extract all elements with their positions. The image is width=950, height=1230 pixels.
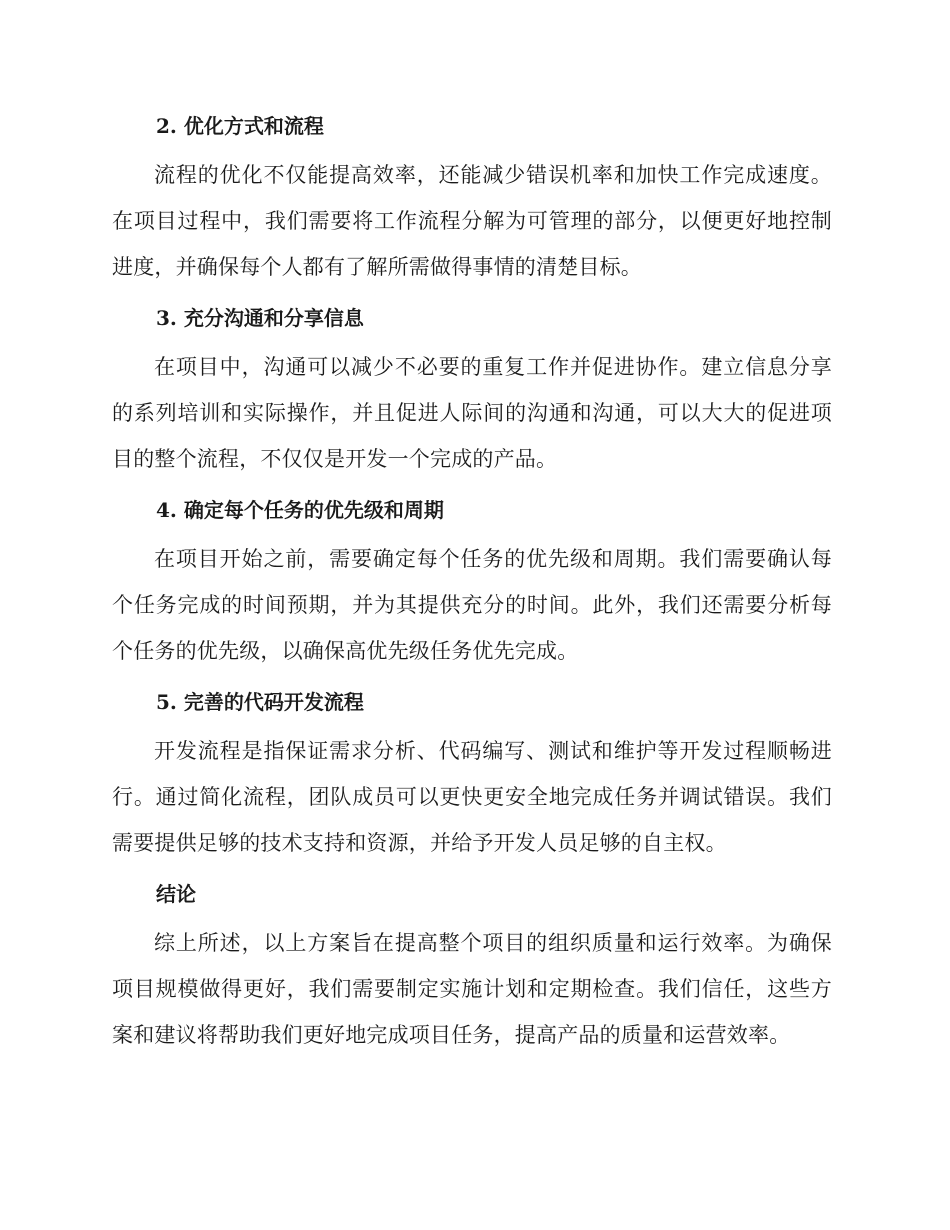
document-page — [112, 108, 832, 1068]
section-heading-dev-process: 5. 完善的代码开发流程 — [156, 690, 364, 714]
section-body-communication: 在项目中，沟通可以减少不必要的重复工作并促进协作。建立信息分享的系列培训和实际操作，并且促进人际间的沟通和沟通，可以大大的促进项目的整个流程，不仅仅是开发一个完成的产品。 — [112, 355, 832, 471]
section-heading-optimization: 2. 优化方式和流程 — [156, 114, 324, 138]
section-heading-communication: 3. 充分沟通和分享信息 — [156, 306, 364, 330]
section-heading-conclusion: 结论 — [156, 882, 196, 906]
section-body-dev-process: 开发流程是指保证需求分析、代码编写、测试和维护等开发过程顺畅进行。通过简化流程，团队成员可以更快更安全地完成任务并调试错误。我们需要提供足够的技术支持和资源，并给予开发人员足够的自主权。 — [112, 739, 832, 855]
section-heading-priority: 4. 确定每个任务的优先级和周期 — [156, 498, 444, 522]
section-body-optimization: 流程的优化不仅能提高效率，还能减少错误机率和加快工作完成速度。在项目过程中，我们需要将工作流程分解为可管理的部分，以便更好地控制进度，并确保每个人都有了解所需做得事情的清楚目标。 — [112, 163, 832, 279]
section-body-conclusion: 综上所述，以上方案旨在提高整个项目的组织质量和运行效率。为确保项目规模做得更好，我们需要制定实施计划和定期检查。我们信任，这些方案和建议将帮助我们更好地完成项目任务，提高产品的质量和运营效率。 — [112, 931, 832, 1047]
section-body-priority: 在项目开始之前，需要确定每个任务的优先级和周期。我们需要确认每个任务完成的时间预期，并为其提供充分的时间。此外，我们还需要分析每个任务的优先级，以确保高优先级任务优先完成。 — [112, 547, 832, 663]
